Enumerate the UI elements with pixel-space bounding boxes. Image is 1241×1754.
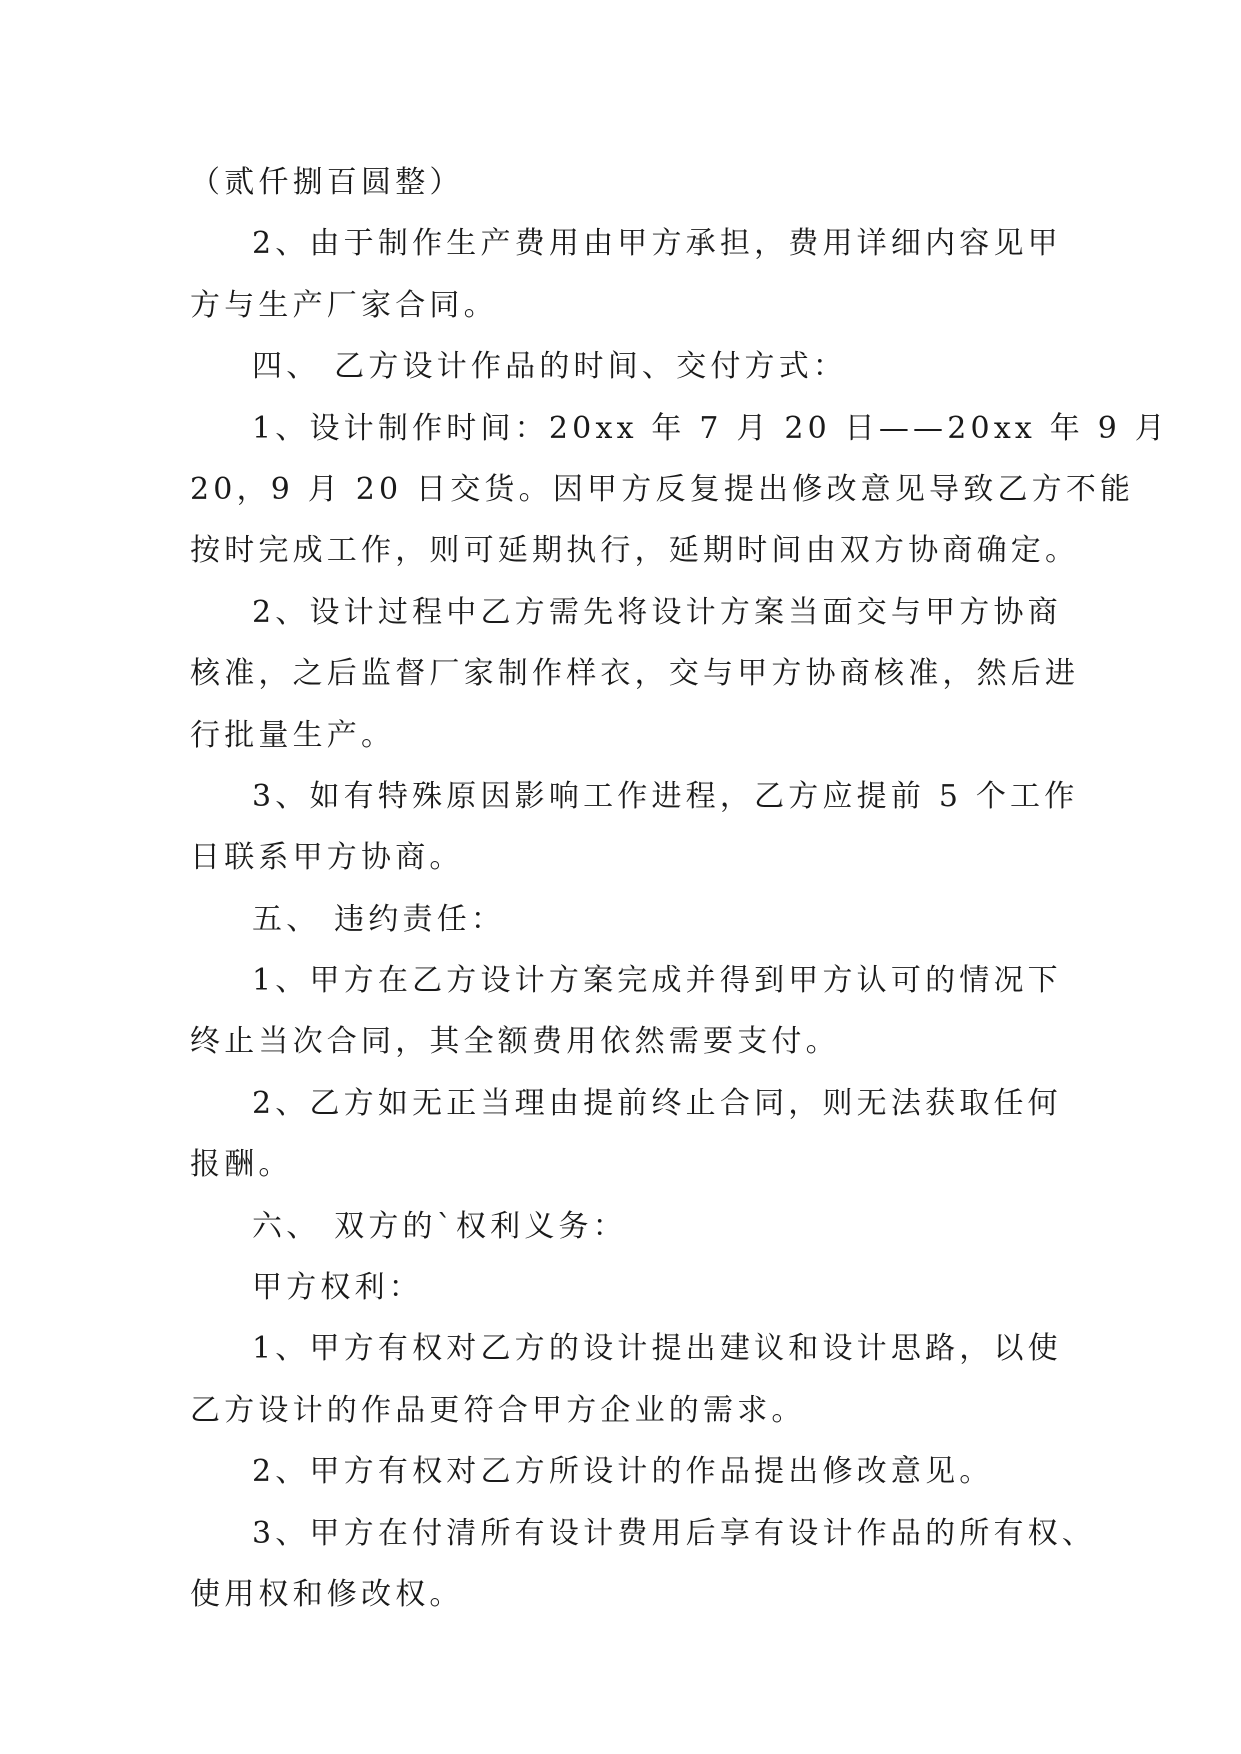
text-line: 按时完成工作，则可延期执行，延期时间由双方协商确定。: [190, 533, 1080, 569]
text-line: 2、乙方如无正当理由提前终止合同，则无法获取任何: [252, 1085, 1062, 1121]
text-line: 20，9 月 20 日交货。因甲方反复提出修改意见导致乙方不能: [190, 471, 1135, 507]
section-heading: 四、 乙方设计作品的时间、交付方式：: [252, 349, 848, 385]
text-line: （贰仟捌百圆整）: [190, 165, 464, 200]
text-line: 核准，之后监督厂家制作样衣，交与甲方协商核准，然后进: [190, 656, 1080, 692]
section-heading: 五、 违约责任：: [252, 901, 506, 937]
document-body: [190, 152, 1169, 1625]
text-line: 报酬。: [190, 1147, 293, 1183]
text-line: 方与生产厂家合同。: [190, 287, 498, 323]
text-line: 乙方设计的作品更符合甲方企业的需求。: [190, 1392, 806, 1428]
text-line: 终止当次合同，其全额费用依然需要支付。: [190, 1024, 840, 1060]
text-line: 使用权和修改权。: [190, 1576, 464, 1612]
text-line: 2、由于制作生产费用由甲方承担，费用详细内容见甲: [252, 226, 1062, 262]
text-line: 1、甲方有权对乙方的设计提出建议和设计思路，以使: [252, 1331, 1062, 1367]
text-line: 2、设计过程中乙方需先将设计方案当面交与甲方协商: [252, 594, 1062, 630]
subsection-heading: 甲方权利：: [252, 1270, 423, 1306]
text-line: 3、甲方在付清所有设计费用后享有设计作品的所有权、: [252, 1515, 1097, 1551]
text-line: 1、设计制作时间：20xx 年 7 月 20 日——20xx 年 9 月: [252, 410, 1169, 446]
text-line: 3、如有特殊原因影响工作进程，乙方应提前 5 个工作: [252, 778, 1079, 814]
text-line: 日联系甲方协商。: [190, 840, 464, 876]
text-line: 2、甲方有权对乙方所设计的作品提出修改意见。: [252, 1454, 994, 1490]
section-heading: 六、 双方的`权利义务：: [252, 1208, 627, 1244]
text-line: 行批量生产。: [190, 717, 396, 753]
text-line: 1、甲方在乙方设计方案完成并得到甲方认可的情况下: [252, 963, 1062, 999]
